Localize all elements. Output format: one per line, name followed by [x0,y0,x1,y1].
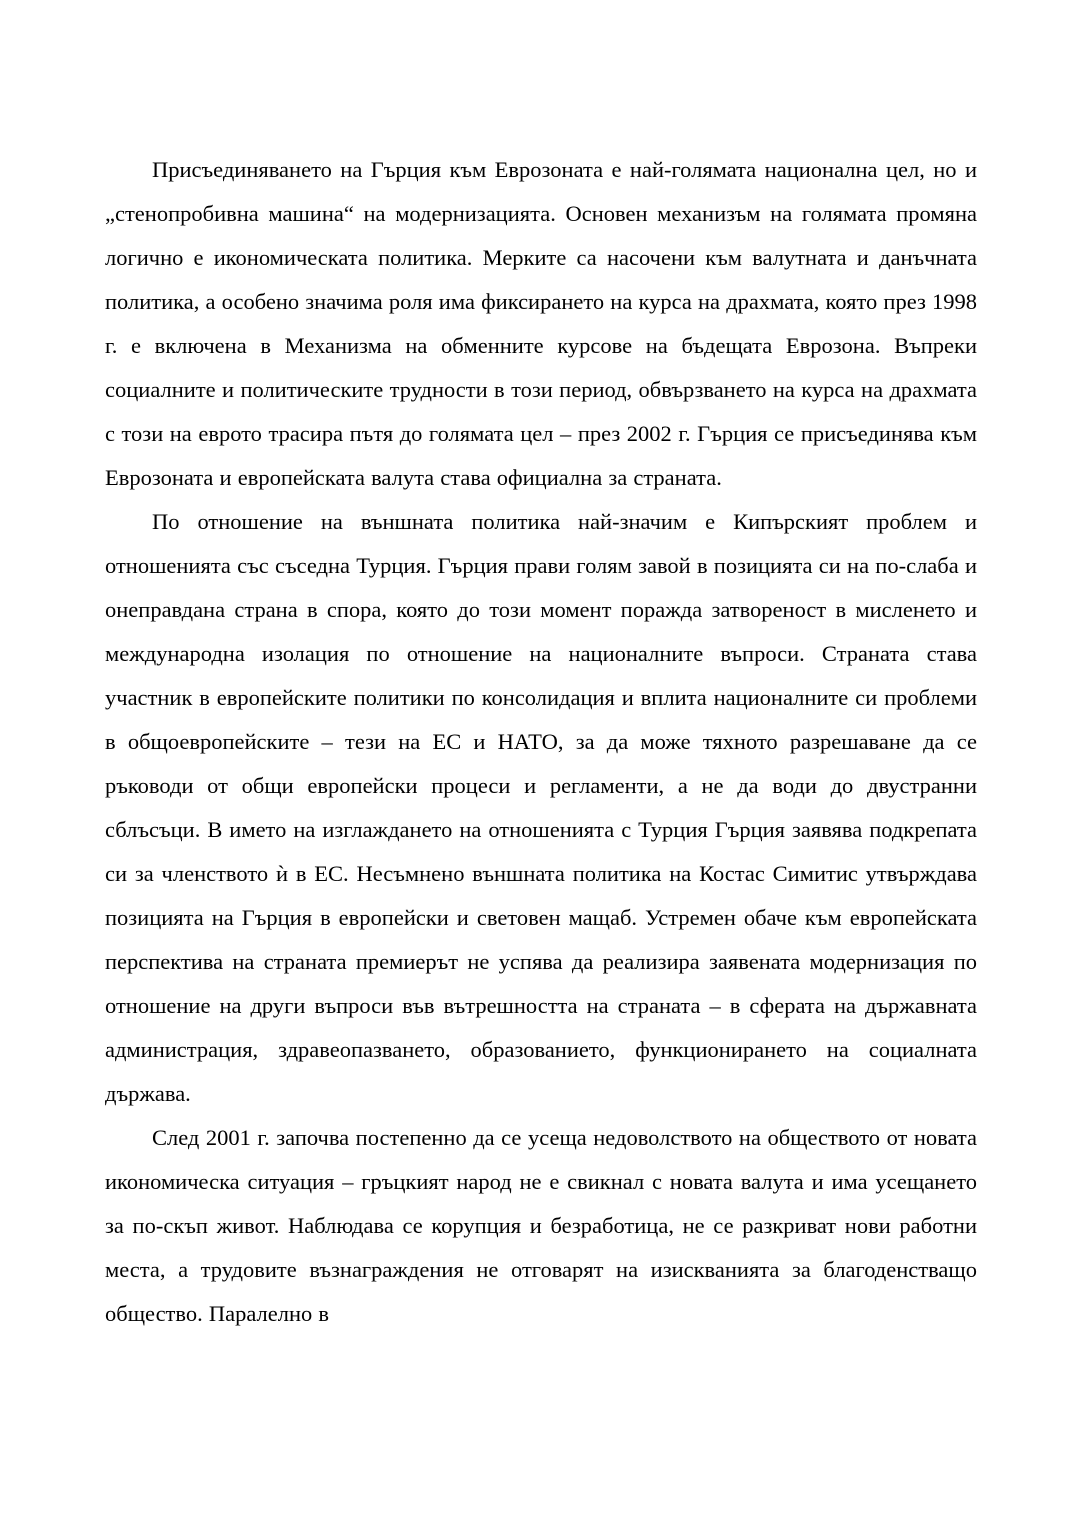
paragraph: Присъединяването на Гърция към Еврозоната е най-голямата национална цел, но и „стенопробивна машина“ на модернизацията. Основен механизъм на голямата промяна логично е икономическата политика. Мерките са насочени към валутната и данъчната политика, а особено значима роля има фиксирането на курса на драхмата, която през 1998 г. е включена в Механизма на обменните курсове на бъдещата Еврозона. Въпреки социалните и политическите трудности в този период, обвързването на курса на драхмата с този на еврото трасира пътя до голямата цел – през 2002 г. Гърция се присъединява към Еврозоната и европейската валута става официална за страната. [105,157,977,490]
paragraph: По отношение на външната политика най-значим е Кипърският проблем и отношенията със съседна Турция. Гърция прави голям завой в позицията си на по-слаба и онеправдана страна в спора, която до този момент поражда затвореност в мисленето и международна изолация по отношение на националните въпроси. Страната става участник в европейските политики по консолидация и вплита националните си проблеми в общоевропейските – тези на ЕС и НАТО, за да може тяхното разрешаване да се ръководи от общи европейски процеси и регламенти, а не да води до двустранни сблъсъци. В името на изглаждането на отношенията с Турция Гърция заявява подкрепата си за членството ѝ в ЕС. Несъмнено външната политика на Костас Симитис утвърждава позицията на Гърция в европейски и световен мащаб. Устремен обаче към европейската перспектива на страната премиерът не успява да реализира заявената модернизация по отношение на други въпроси във вътрешността на страната – в сферата на държавната администрация, здравеопазването, образованието, функционирането на социалната държава. [105,509,977,1106]
document-text-block [105,148,977,1336]
paragraph: След 2001 г. започва постепенно да се усеща недоволството на обществото от новата икономическа ситуация – гръцкият народ не е свикнал с новата валута и има усещането за по-скъп живот. Наблюдава се корупция и безработица, не се разкриват нови работни места, а трудовите възнаграждения не отговарят на изискванията за благоденстващо общество. Паралелно в [105,1125,977,1326]
